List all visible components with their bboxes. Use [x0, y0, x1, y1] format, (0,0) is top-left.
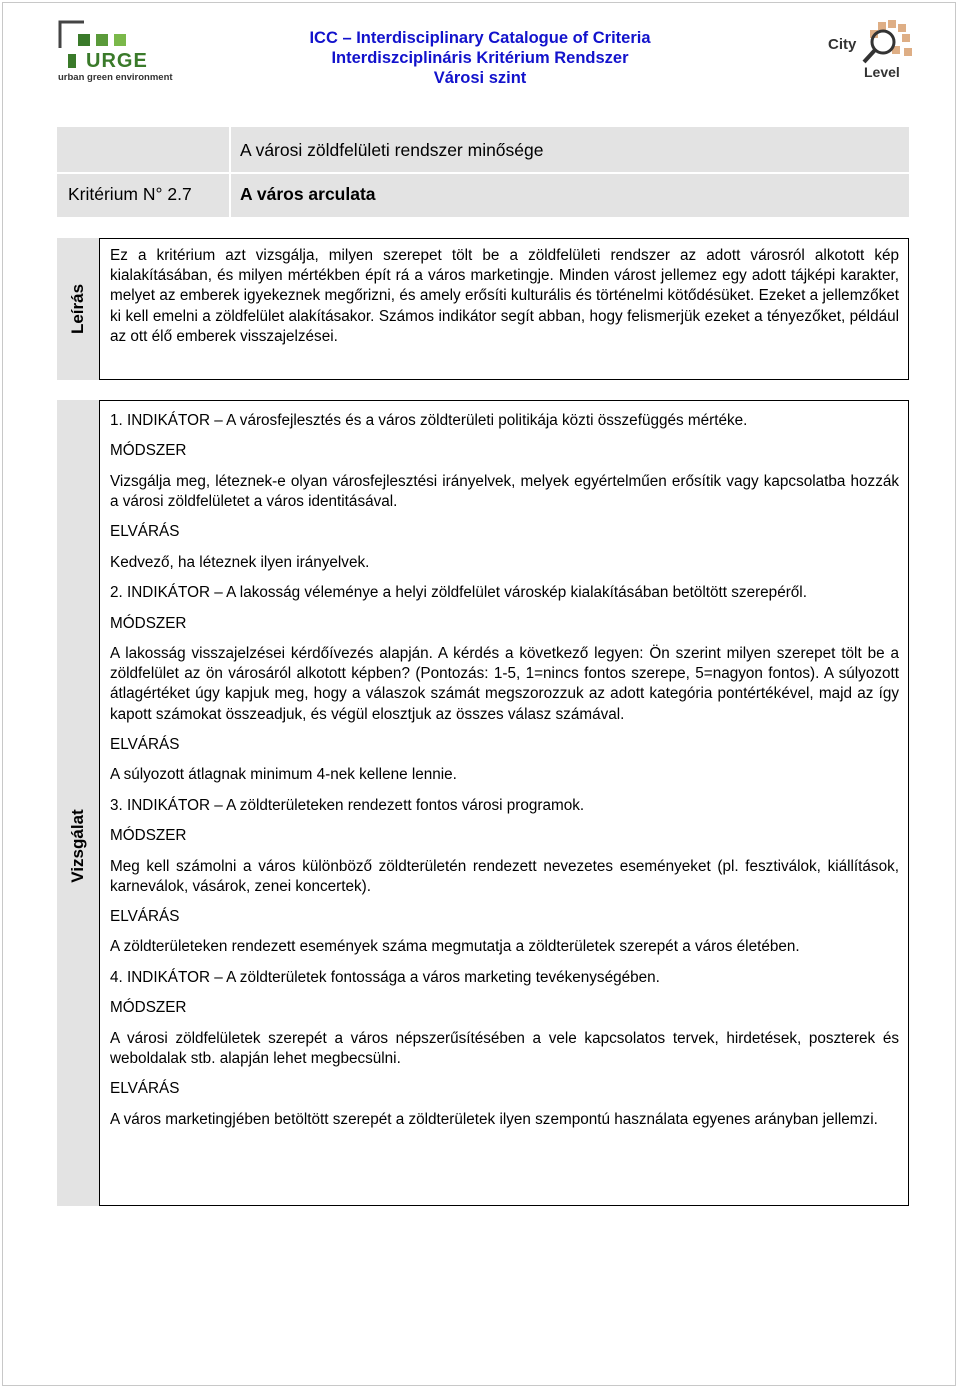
indicator-3-method-label: MÓDSZER: [110, 827, 187, 845]
indicator-1-method: Vizsgálja meg, léteznek-e olyan városfejlesztési irányelvek, melyek egyértelműen erősítik vagy kapcsolatba hozzák a városi zöldfelületet a város identitásával.: [110, 472, 899, 510]
criterion-subtitle: A városi zöldfelületi rendszer minősége: [240, 140, 544, 160]
examination-text: [110, 411, 899, 1140]
indicator-4-heading: 4. INDIKÁTOR – A zöldterületek fontossága a város marketing tevékenységében.: [110, 968, 660, 986]
indicator-2-method-label: MÓDSZER: [110, 614, 187, 632]
examination-box: [99, 400, 909, 1206]
urge-logo-subtitle: urban green environment: [58, 72, 173, 83]
level-logo-text: Level: [864, 64, 900, 80]
city-level-logo: [826, 18, 914, 86]
city-logo-text: City: [828, 36, 857, 53]
indicator-1-expect-label: ELVÁRÁS: [110, 523, 180, 541]
indicator-2-expect-label: ELVÁRÁS: [110, 735, 180, 753]
examination-label: Vizsgálat: [68, 809, 87, 883]
indicator-1-expect: Kedvező, ha léteznek ilyen irányelvek.: [110, 553, 370, 571]
urge-logo-word: URGE: [86, 50, 148, 72]
description-text: Ez a kritérium azt vizsgálja, milyen szerepet tölt be a zöldfelületi rendszer az adott városról alkotott kép kialakításában, és milyen mértékben épít rá a város marketingje. Minden várost jellemez egy adott tájképi karakter, melyet az emberek igyekeznek megőrizni, és amely erősíti kulturális és történelmi kötődésüket. Ezeket a jellemzőket ki kell emelni a zöldfelület alakításakor. Számos indikátor segít abban, hogy felismerjük ezeket a tényezőket, például az ott élő emberek visszajelzései.: [110, 247, 899, 345]
criterion-number: Kritérium N° 2.7: [68, 184, 192, 204]
indicator-3-expect-label: ELVÁRÁS: [110, 908, 180, 926]
criterion-title: A város arculata: [240, 184, 376, 204]
criterion-vseparator: [229, 127, 231, 217]
indicator-2-heading: 2. INDIKÁTOR – A lakosság véleménye a helyi zöldfelület városkép kialakításában betöltött szerepéről.: [110, 584, 807, 602]
indicator-4-expect: A város marketingjében betöltött szerepét a zöldterületek ilyen szempontú használata egyenes arányban jellemzi.: [110, 1110, 878, 1128]
description-side-label: [57, 238, 99, 380]
indicator-2-method: A lakosság visszajelzései kérdőívezés alapján. A kérdés a következő legyen: Ön szerint milyen szerepet tölt be a zöldfelület az ön városáról alkotott képben? (Pontozás: 1-5, 1=nincs fontos szerepe, 5=nagyon fontos). A súlyozott átlagértéket úgy kapjuk meg, hogy a válaszok számát megszorozzuk az adott kategória pontértékével, majd az így kapott számokat összeadjuk, és végül elosztjuk az összes válasz számával.: [110, 644, 899, 723]
indicator-4-method-label: MÓDSZER: [110, 999, 187, 1017]
criterion-hseparator: [57, 172, 909, 174]
indicator-2-expect: A súlyozott átlagnak minimum 4-nek kellene lennie.: [110, 766, 457, 784]
urge-logo: [58, 20, 173, 82]
indicator-3-heading: 3. INDIKÁTOR – A zöldterületeken rendezett fontos városi programok.: [110, 796, 585, 814]
indicator-4-expect-label: ELVÁRÁS: [110, 1080, 180, 1098]
header-title-line2: Interdiszciplináris Kritérium Rendszer: [331, 49, 629, 67]
indicator-3-method: Meg kell számolni a város különböző zöldterületén rendezett nevezetes eseményeket (pl. fesztiválok, kiállítások, karneválok, vásárok, zenei koncertek).: [110, 857, 899, 895]
description-box: [99, 238, 909, 380]
urge-bar-icon: [68, 54, 78, 70]
indicator-3-expect: A zöldterületeken rendezett események száma megmutatja a zöldterületek szerepét a város életében.: [110, 938, 800, 956]
header-title: [250, 28, 710, 88]
header-title-line3: Városi szint: [433, 69, 527, 87]
indicator-1-heading: 1. INDIKÁTOR – A városfejlesztés és a város zöldterületi politikája közti összefüggés mértéke.: [110, 412, 748, 429]
indicator-4-method: A városi zöldfelületek szerepét a város népszerűsítésében a vele kapcsolatos tervek, hirdetések, poszterek és weboldalak stb. alapján lehet megbecsülni.: [110, 1029, 899, 1067]
page-header: [0, 0, 960, 100]
indicator-1-method-label: MÓDSZER: [110, 442, 187, 460]
header-title-line1: ICC – Interdisciplinary Catalogue of Criteria: [309, 29, 651, 47]
examination-side-label: [57, 400, 99, 1206]
description-label: Leírás: [68, 283, 87, 335]
